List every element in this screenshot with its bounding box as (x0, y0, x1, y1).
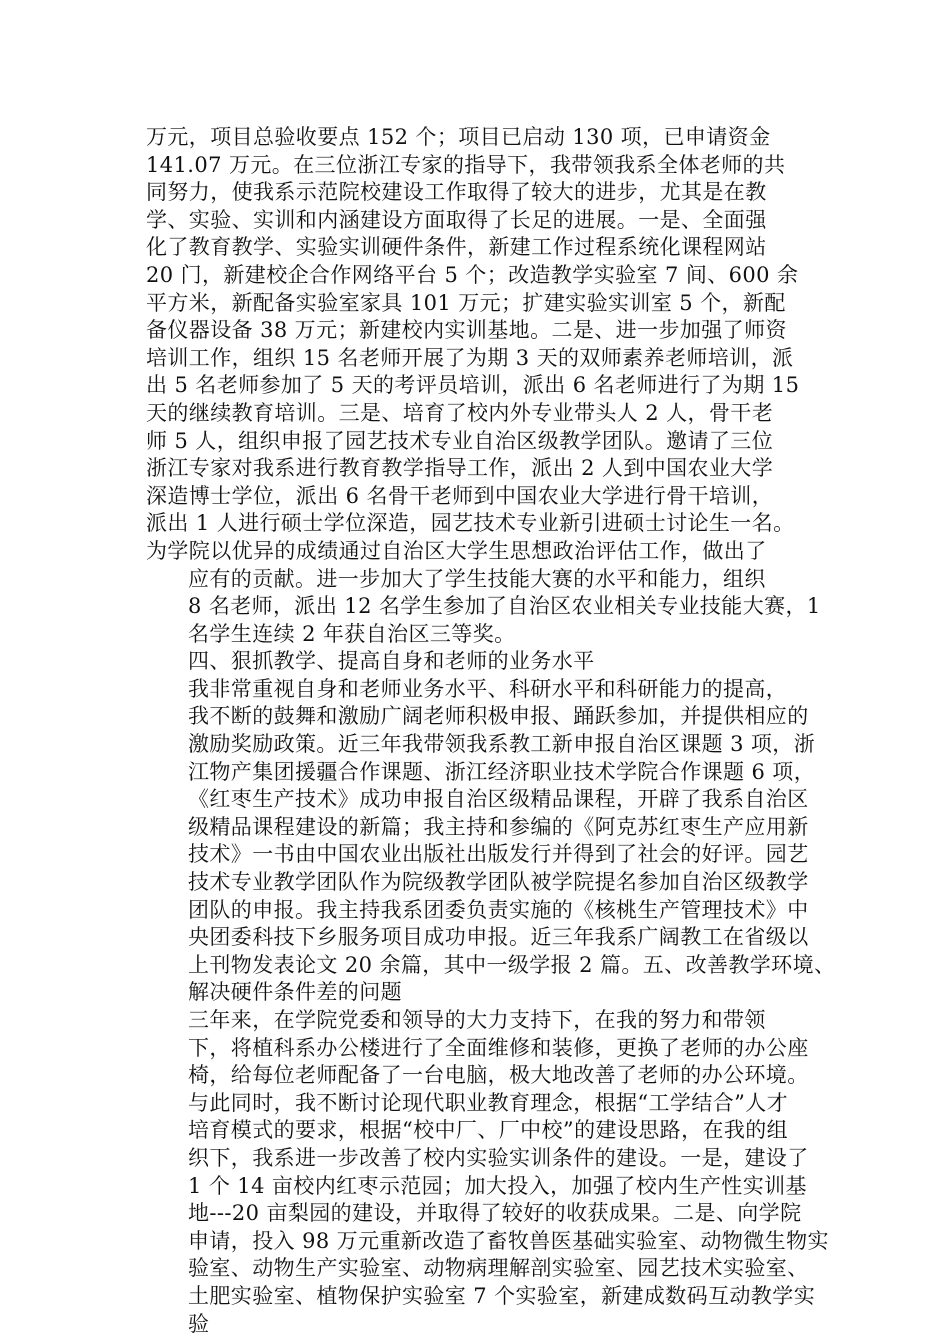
text-line: 下，将植科系办公楼进行了全面维修和装修，更换了老师的办公座 (188, 1035, 809, 1060)
paragraph (146, 676, 836, 1007)
text-line: 1 个 14 亩校内红枣示范园；加大投入，加强了校内生产性实训基 (188, 1173, 807, 1198)
text-line: 培育模式的要求，根据“校中厂、厂中校”的建设思路，在我的组 (188, 1118, 789, 1143)
text-line: 土肥实验室、植物保护实验室 7 个实验室，新建成数码互动教学实 (188, 1283, 816, 1308)
paragraph (146, 648, 814, 676)
text-line: 解决硬件条件差的问题 (188, 980, 402, 1005)
text-line: 平方米，新配备实验室家具 101 万元；扩建实验实训室 5 个，新配 (146, 290, 786, 315)
text-line: 团队的申报。我主持我系团委负责实施的《核桃生产管理技术》中 (188, 897, 809, 922)
text-line: 与此同时，我不断讨论现代职业教育理念，根据“工学结合”人才 (188, 1090, 789, 1115)
text-line: 三年来，在学院党委和领导的大力支持下，在我的努力和带领 (188, 1008, 766, 1032)
text-line: 地---20 亩梨园的建设，并取得了较好的收获成果。二是、向学院 (188, 1201, 802, 1226)
text-line: 技术专业教学团队作为院级教学团队被学院提名参加自治区级教学 (188, 870, 809, 895)
text-line: 激励奖励政策。近三年我带领我系教工新申报自治区课题 3 项，浙 (188, 732, 816, 757)
text-line: 8 名老师，派出 12 名学生参加了自治区农业相关专业技能大赛，1 (188, 594, 821, 619)
text-line: 级精品课程建设的新篇；我主持和参编的《阿克苏红枣生产应用新 (188, 814, 809, 839)
text-line: 派出 1 人进行硕士学位深造，园艺技术专业新引进硕士讨论生一名。 (146, 511, 795, 536)
text-line: 师 5 人，组织申报了园艺技术专业自治区级教学团队。邀请了三位 (146, 428, 774, 453)
text-line: 上刊物发表论文 20 余篇，其中一级学报 2 篇。五、改善教学环境、 (188, 952, 836, 977)
text-line: 万元，项目总验收要点 152 个；项目已启动 130 项，已申请资金 (146, 125, 771, 149)
text-line: 天的继续教育培训。三是、培育了校内外专业带头人 2 人，骨干老 (146, 400, 774, 425)
text-line: 培训工作，组织 15 名老师开展了为期 3 天的双师素养老师培训，派 (146, 345, 794, 370)
text-line: 技术》一书由中国农业出版社出版发行并得到了社会的好评。园艺 (188, 842, 809, 867)
text-line: 申请，投入 98 万元重新改造了畜牧兽医基础实验室、动物微生物实 (188, 1228, 829, 1253)
text-line: 学、实验、实训和内涵建设方面取得了长足的进展。一是、全面强 (146, 207, 767, 232)
text-line: 四、狠抓教学、提高自身和老师的业务水平 (188, 649, 595, 674)
text-line: 江物产集团援疆合作课题、浙江经济职业技术学院合作课题 6 项， (188, 759, 816, 784)
text-line: 20 门，新建校企合作网络平台 5 个；改造教学实验室 7 间、600 余 (146, 262, 799, 287)
text-line: 名学生连续 2 年获自治区三等奖。 (188, 621, 516, 646)
paragraph (146, 1007, 829, 1338)
text-line: 141.07 万元。在三位浙江专家的指导下，我带领我系全体老师的共 (146, 152, 786, 177)
text-line: 椅，给每位老师配备了一台电脑，极大地改善了老师的办公环境。 (188, 1063, 809, 1088)
paragraph (146, 566, 821, 649)
text-line: 我不断的鼓舞和激励广阔老师积极申报、踊跃参加，并提供相应的 (188, 704, 809, 729)
text-line: 为学院以优异的成绩通过自治区大学生思想政治评估工作，做出了 (146, 538, 767, 563)
text-line: 出 5 名老师参加了 5 天的考评员培训，派出 6 名老师进行了为期 15 (146, 373, 800, 398)
paragraph (146, 124, 814, 566)
document-body (146, 124, 836, 1338)
text-line: 应有的贡献。进一步加大了学生技能大赛的水平和能力，组织 (188, 566, 766, 591)
text-line: 《红枣生产技术》成功申报自治区级精品课程，开辟了我系自治区 (188, 787, 809, 812)
text-line: 化了教育教学、实验实训硬件条件，新建工作过程系统化课程网站 (146, 235, 767, 260)
text-line: 浙江专家对我系进行教育教学指导工作，派出 2 人到中国农业大学 (146, 456, 774, 481)
text-line: 织下，我系进一步改善了校内实验实训条件的建设。一是，建设了 (188, 1145, 809, 1170)
text-line: 备仪器设备 38 万元；新建校内实训基地。二是、进一步加强了师资 (146, 318, 787, 343)
text-line: 同努力，使我系示范院校建设工作取得了较大的进步，尤其是在教 (146, 180, 767, 205)
text-line: 验室、动物生产实验室、动物病理解剖实验室、园艺技术实验室、 (188, 1256, 809, 1281)
text-line: 央团委科技下乡服务项目成功申报。近三年我系广阔教工在省级以 (188, 925, 809, 950)
text-line: 验 (188, 1311, 210, 1336)
text-line: 我非常重视自身和老师业务水平、科研水平和科研能力的提高， (188, 676, 788, 701)
text-line: 深造博士学位，派出 6 名骨干老师到中国农业大学进行骨干培训， (146, 483, 774, 508)
